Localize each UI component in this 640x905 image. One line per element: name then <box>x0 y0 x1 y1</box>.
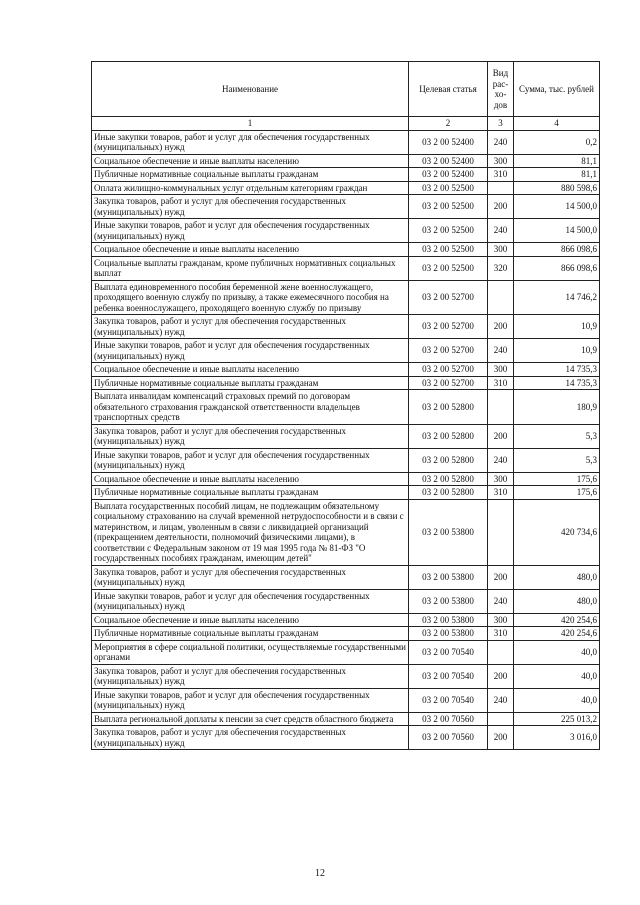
header-code: Целевая статья <box>409 62 488 117</box>
row-name: Закупка товаров, работ и услуг для обеспечения государственных (муниципальных) нужд <box>92 565 409 589</box>
row-amount: 14 500,0 <box>514 195 600 219</box>
row-amount: 14 735,3 <box>514 363 600 377</box>
row-expense-type: 300 <box>488 613 514 627</box>
table-row <box>92 280 600 315</box>
row-amount: 866 098,6 <box>514 256 600 280</box>
row-amount: 40,0 <box>514 640 600 664</box>
row-expense-type <box>488 181 514 195</box>
row-target-code: 03 2 00 52800 <box>409 424 488 448</box>
row-expense-type: 240 <box>488 688 514 712</box>
row-expense-type: 240 <box>488 448 514 472</box>
row-target-code: 03 2 00 52800 <box>409 486 488 500</box>
row-amount: 175,6 <box>514 486 600 500</box>
row-expense-type: 310 <box>488 168 514 182</box>
table-row <box>92 376 600 390</box>
row-target-code: 03 2 00 53800 <box>409 613 488 627</box>
row-amount: 880 598,6 <box>514 181 600 195</box>
table-row <box>92 154 600 168</box>
row-expense-type <box>488 712 514 726</box>
header-row <box>92 62 600 117</box>
column-number: 3 <box>488 117 514 131</box>
header-name: Наименование <box>92 62 409 117</box>
row-name: Публичные нормативные социальные выплаты гражданам <box>92 168 409 182</box>
table-row <box>92 448 600 472</box>
row-target-code: 03 2 00 52500 <box>409 256 488 280</box>
row-name: Публичные нормативные социальные выплаты гражданам <box>92 376 409 390</box>
table-row <box>92 339 600 363</box>
row-target-code: 03 2 00 53800 <box>409 565 488 589</box>
row-expense-type: 200 <box>488 664 514 688</box>
row-target-code: 03 2 00 52700 <box>409 363 488 377</box>
row-name: Социальное обеспечение и иные выплаты населению <box>92 613 409 627</box>
row-name: Иные закупки товаров, работ и услуг для обеспечения государственных (муниципальных) нужд <box>92 448 409 472</box>
table-row <box>92 589 600 613</box>
table-row <box>92 688 600 712</box>
row-name: Социальное обеспечение и иные выплаты населению <box>92 243 409 257</box>
column-number: 1 <box>92 117 409 131</box>
row-target-code: 03 2 00 53800 <box>409 627 488 641</box>
row-expense-type <box>488 280 514 315</box>
row-expense-type: 310 <box>488 376 514 390</box>
row-expense-type: 240 <box>488 219 514 243</box>
row-amount: 40,0 <box>514 688 600 712</box>
row-target-code: 03 2 00 53800 <box>409 499 488 565</box>
row-expense-type: 310 <box>488 627 514 641</box>
row-amount: 0,2 <box>514 130 600 154</box>
row-amount: 480,0 <box>514 565 600 589</box>
row-target-code: 03 2 00 52800 <box>409 448 488 472</box>
row-name: Иные закупки товаров, работ и услуг для обеспечения государственных (муниципальных) нужд <box>92 339 409 363</box>
row-expense-type: 300 <box>488 363 514 377</box>
row-name: Публичные нормативные социальные выплаты гражданам <box>92 627 409 641</box>
row-target-code: 03 2 00 70540 <box>409 688 488 712</box>
row-amount: 81,1 <box>514 168 600 182</box>
row-expense-type: 300 <box>488 154 514 168</box>
table-header <box>92 62 600 131</box>
row-amount: 40,0 <box>514 664 600 688</box>
table-body <box>92 130 600 750</box>
row-expense-type: 320 <box>488 256 514 280</box>
row-name: Закупка товаров, работ и услуг для обеспечения государственных (муниципальных) нужд <box>92 664 409 688</box>
row-name: Закупка товаров, работ и услуг для обеспечения государственных (муниципальных) нужд <box>92 195 409 219</box>
row-expense-type: 200 <box>488 565 514 589</box>
row-name: Социальное обеспечение и иные выплаты населению <box>92 472 409 486</box>
row-amount: 420 734,6 <box>514 499 600 565</box>
row-expense-type: 300 <box>488 243 514 257</box>
row-name: Выплата государственных пособий лицам, не подлежащим обязательному социальному страхованию на случай временной нетрудоспособности и в связи с материнством, и лицам, уволенным в связи с ликвидацией организаций (прекращением деятельности, полномочий физическими лицами), в соответствии с Федеральным законом от 19 мая 1995 года № 81-ФЗ "О государственных пособиях гражданам, имеющим детей" <box>92 499 409 565</box>
row-amount: 420 254,6 <box>514 627 600 641</box>
table-row <box>92 315 600 339</box>
row-target-code: 03 2 00 52700 <box>409 376 488 390</box>
row-name: Выплата единовременного пособия беременной жене военнослужащего, проходящего военную службу по призыву, а также ежемесячного пособия на ребенка военнослужащего, проходящего военную службу по призыву <box>92 280 409 315</box>
row-name: Социальное обеспечение и иные выплаты населению <box>92 154 409 168</box>
row-target-code: 03 2 00 52500 <box>409 181 488 195</box>
row-expense-type: 310 <box>488 486 514 500</box>
table-row <box>92 181 600 195</box>
row-target-code: 03 2 00 52700 <box>409 280 488 315</box>
row-target-code: 03 2 00 70560 <box>409 712 488 726</box>
row-amount: 175,6 <box>514 472 600 486</box>
table-row <box>92 424 600 448</box>
row-amount: 10,9 <box>514 315 600 339</box>
row-expense-type: 200 <box>488 315 514 339</box>
row-target-code: 03 2 00 70540 <box>409 664 488 688</box>
row-amount: 5,3 <box>514 424 600 448</box>
row-amount: 866 098,6 <box>514 243 600 257</box>
row-expense-type <box>488 390 514 425</box>
row-expense-type: 200 <box>488 726 514 750</box>
row-target-code: 03 2 00 70540 <box>409 640 488 664</box>
row-name: Иные закупки товаров, работ и услуг для обеспечения государственных (муниципальных) нужд <box>92 219 409 243</box>
row-expense-type: 200 <box>488 195 514 219</box>
row-target-code: 03 2 00 52500 <box>409 219 488 243</box>
row-name: Мероприятия в сфере социальной политики, осуществляемые государственными органами <box>92 640 409 664</box>
table-row <box>92 168 600 182</box>
table-row <box>92 712 600 726</box>
table-row <box>92 627 600 641</box>
budget-table <box>91 61 600 750</box>
table-row <box>92 664 600 688</box>
row-expense-type: 240 <box>488 130 514 154</box>
table-row <box>92 565 600 589</box>
row-amount: 14 500,0 <box>514 219 600 243</box>
row-expense-type: 200 <box>488 424 514 448</box>
table-row <box>92 390 600 425</box>
row-amount: 5,3 <box>514 448 600 472</box>
table-row <box>92 499 600 565</box>
table-row <box>92 613 600 627</box>
row-name: Закупка товаров, работ и услуг для обеспечения государственных (муниципальных) нужд <box>92 315 409 339</box>
column-number-row <box>92 117 600 131</box>
table-row <box>92 640 600 664</box>
row-amount: 225 013,2 <box>514 712 600 726</box>
table-row <box>92 486 600 500</box>
row-expense-type: 240 <box>488 589 514 613</box>
row-target-code: 03 2 00 52800 <box>409 390 488 425</box>
row-expense-type <box>488 499 514 565</box>
row-name: Закупка товаров, работ и услуг для обеспечения государственных (муниципальных) нужд <box>92 726 409 750</box>
row-amount: 10,9 <box>514 339 600 363</box>
row-expense-type: 300 <box>488 472 514 486</box>
row-name: Социальные выплаты гражданам, кроме публичных нормативных социальных выплат <box>92 256 409 280</box>
row-target-code: 03 2 00 53800 <box>409 589 488 613</box>
row-name: Выплата инвалидам компенсаций страховых премий по договорам обязательного страхования гражданской ответственности владельцев транспортных средств <box>92 390 409 425</box>
table-row <box>92 243 600 257</box>
row-name: Закупка товаров, работ и услуг для обеспечения государственных (муниципальных) нужд <box>92 424 409 448</box>
row-target-code: 03 2 00 52400 <box>409 130 488 154</box>
header-sum: Сумма, тыс. рублей <box>514 62 600 117</box>
table-row <box>92 363 600 377</box>
column-number: 2 <box>409 117 488 131</box>
table-row <box>92 726 600 750</box>
row-name: Оплата жилищно-коммунальных услуг отдельным категориям граждан <box>92 181 409 195</box>
row-name: Иные закупки товаров, работ и услуг для обеспечения государственных (муниципальных) нужд <box>92 589 409 613</box>
row-expense-type: 240 <box>488 339 514 363</box>
row-name: Иные закупки товаров, работ и услуг для обеспечения государственных (муниципальных) нужд <box>92 130 409 154</box>
row-target-code: 03 2 00 70560 <box>409 726 488 750</box>
row-amount: 420 254,6 <box>514 613 600 627</box>
table-row <box>92 256 600 280</box>
row-name: Социальное обеспечение и иные выплаты населению <box>92 363 409 377</box>
row-amount: 14 735,3 <box>514 376 600 390</box>
row-amount: 14 746,2 <box>514 280 600 315</box>
page-number: 12 <box>315 868 325 879</box>
row-target-code: 03 2 00 52400 <box>409 168 488 182</box>
row-amount: 180,9 <box>514 390 600 425</box>
table-row <box>92 130 600 154</box>
row-name: Публичные нормативные социальные выплаты гражданам <box>92 486 409 500</box>
row-amount: 3 016,0 <box>514 726 600 750</box>
row-name: Иные закупки товаров, работ и услуг для обеспечения государственных (муниципальных) нужд <box>92 688 409 712</box>
row-target-code: 03 2 00 52700 <box>409 339 488 363</box>
row-target-code: 03 2 00 52700 <box>409 315 488 339</box>
row-name: Выплата региональной доплаты к пенсии за счет средств областного бюджета <box>92 712 409 726</box>
row-amount: 81,1 <box>514 154 600 168</box>
row-target-code: 03 2 00 52400 <box>409 154 488 168</box>
row-target-code: 03 2 00 52500 <box>409 243 488 257</box>
table-row <box>92 472 600 486</box>
row-expense-type <box>488 640 514 664</box>
row-target-code: 03 2 00 52800 <box>409 472 488 486</box>
column-number: 4 <box>514 117 600 131</box>
table-row <box>92 219 600 243</box>
row-amount: 480,0 <box>514 589 600 613</box>
row-target-code: 03 2 00 52500 <box>409 195 488 219</box>
header-vid: Вид рас-хо-дов <box>488 62 514 117</box>
table-row <box>92 195 600 219</box>
